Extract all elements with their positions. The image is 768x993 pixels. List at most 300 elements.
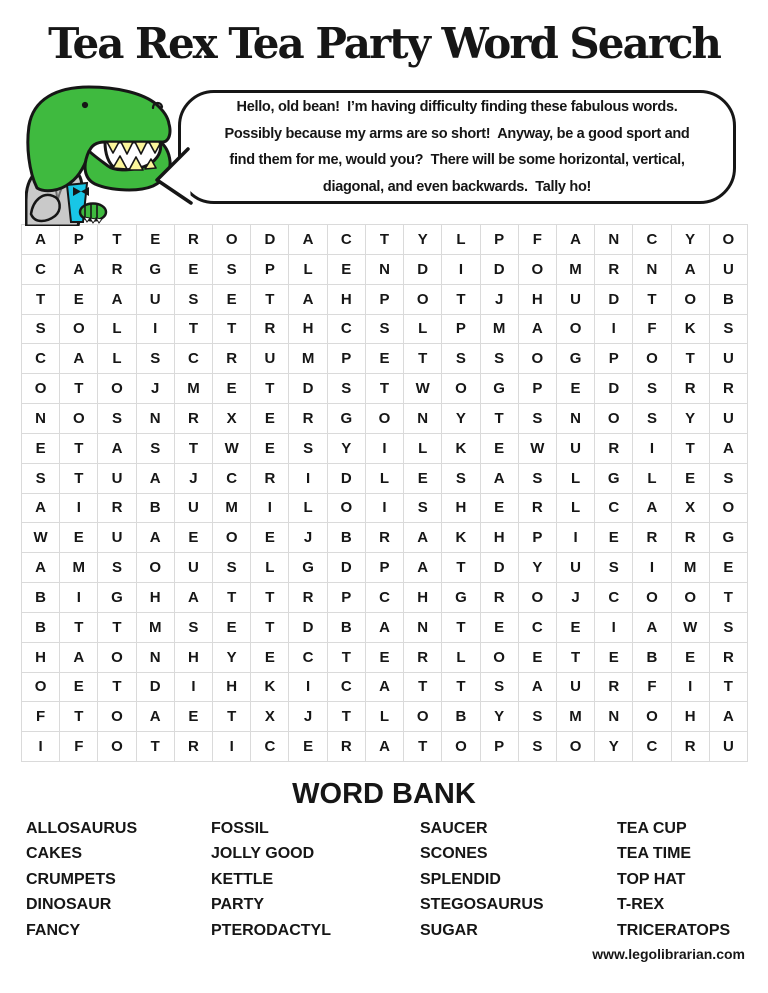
grid-cell: T xyxy=(251,613,289,643)
grid-cell: T xyxy=(98,225,136,255)
grid-cell: C xyxy=(519,613,557,643)
grid-cell: O xyxy=(557,315,595,345)
grid-cell: H xyxy=(175,643,213,673)
grid-cell: T xyxy=(366,374,404,404)
grid-cell: O xyxy=(442,374,480,404)
grid-cell: P xyxy=(366,285,404,315)
grid-cell: S xyxy=(710,613,748,643)
grid-cell: L xyxy=(98,344,136,374)
grid-cell: R xyxy=(213,344,251,374)
grid-cell: T xyxy=(22,285,60,315)
grid-cell: H xyxy=(672,702,710,732)
grid-cell: S xyxy=(328,374,366,404)
speech-bubble xyxy=(178,90,736,204)
grid-cell: S xyxy=(481,673,519,703)
grid-cell: J xyxy=(289,523,327,553)
grid-cell: D xyxy=(404,255,442,285)
grid-cell: G xyxy=(328,404,366,434)
grid-cell: G xyxy=(98,583,136,613)
grid-cell: T xyxy=(442,553,480,583)
grid-cell: W xyxy=(213,434,251,464)
grid-cell: A xyxy=(404,553,442,583)
grid-cell: O xyxy=(595,404,633,434)
grid-cell: D xyxy=(595,374,633,404)
grid-cell: T xyxy=(60,434,98,464)
grid-cell: E xyxy=(481,434,519,464)
grid-cell: U xyxy=(137,285,175,315)
grid-cell: A xyxy=(22,225,60,255)
grid-cell: T xyxy=(60,613,98,643)
grid-cell: M xyxy=(481,315,519,345)
grid-cell: L xyxy=(557,464,595,494)
grid-cell: H xyxy=(481,523,519,553)
grid-cell: R xyxy=(481,583,519,613)
grid-cell: A xyxy=(137,702,175,732)
grid-cell: D xyxy=(289,613,327,643)
grid-cell: I xyxy=(366,494,404,524)
grid-cell: K xyxy=(442,434,480,464)
grid-cell: O xyxy=(519,344,557,374)
grid-cell: I xyxy=(595,315,633,345)
grid-cell: I xyxy=(137,315,175,345)
grid-cell: Y xyxy=(672,404,710,434)
grid-cell: N xyxy=(22,404,60,434)
grid-cell: T xyxy=(328,643,366,673)
grid-cell: I xyxy=(213,732,251,762)
grid-cell: E xyxy=(175,255,213,285)
grid-cell: F xyxy=(60,732,98,762)
grid-cell: F xyxy=(22,702,60,732)
grid-cell: H xyxy=(289,315,327,345)
grid-cell: E xyxy=(557,613,595,643)
grid-cell: A xyxy=(289,285,327,315)
grid-cell: B xyxy=(137,494,175,524)
grid-cell: C xyxy=(22,255,60,285)
grid-cell: S xyxy=(175,613,213,643)
grid-cell: P xyxy=(442,315,480,345)
word-bank-heading: WORD BANK xyxy=(292,778,476,810)
grid-cell: R xyxy=(289,583,327,613)
grid-cell: A xyxy=(22,553,60,583)
grid-cell: D xyxy=(481,553,519,583)
grid-cell: C xyxy=(213,464,251,494)
grid-cell: T xyxy=(710,673,748,703)
grid-cell: H xyxy=(213,673,251,703)
grid-cell: E xyxy=(213,285,251,315)
grid-cell: T xyxy=(328,702,366,732)
grid-cell: U xyxy=(557,673,595,703)
grid-cell: J xyxy=(481,285,519,315)
grid-cell: S xyxy=(213,255,251,285)
grid-cell: G xyxy=(137,255,175,285)
grid-cell: M xyxy=(672,553,710,583)
grid-cell: T xyxy=(442,673,480,703)
grid-cell: A xyxy=(60,255,98,285)
grid-cell: N xyxy=(595,225,633,255)
grid-cell: P xyxy=(595,344,633,374)
word-bank-word: TEA CUP xyxy=(617,820,687,837)
grid-cell: R xyxy=(175,732,213,762)
grid-cell: T xyxy=(98,613,136,643)
grid-cell: T xyxy=(60,464,98,494)
word-bank-word: CAKES xyxy=(26,845,83,863)
grid-cell: O xyxy=(633,702,671,732)
grid-cell: P xyxy=(519,374,557,404)
grid-cell: L xyxy=(366,702,404,732)
grid-cell: I xyxy=(633,553,671,583)
grid-cell: S xyxy=(633,374,671,404)
grid-cell: C xyxy=(328,225,366,255)
website-url: www.legolibrarian.com xyxy=(592,946,745,962)
grid-cell: T xyxy=(557,643,595,673)
grid-cell: A xyxy=(672,255,710,285)
grid-cell: O xyxy=(557,732,595,762)
grid-cell: R xyxy=(251,315,289,345)
grid-cell: J xyxy=(289,702,327,732)
grid-cell: R xyxy=(672,523,710,553)
grid-cell: T xyxy=(175,434,213,464)
grid-cell: S xyxy=(98,553,136,583)
grid-cell: Y xyxy=(481,702,519,732)
grid-cell: I xyxy=(175,673,213,703)
grid-cell: O xyxy=(60,315,98,345)
grid-cell: E xyxy=(213,374,251,404)
grid-cell: S xyxy=(137,344,175,374)
grid-cell: E xyxy=(481,494,519,524)
grid-cell: C xyxy=(633,732,671,762)
grid-cell: N xyxy=(404,613,442,643)
grid-cell: C xyxy=(633,225,671,255)
grid-cell: H xyxy=(404,583,442,613)
grid-cell: L xyxy=(251,553,289,583)
word-bank-word: SUGAR xyxy=(420,921,478,939)
grid-cell: R xyxy=(710,374,748,404)
grid-cell: E xyxy=(595,523,633,553)
grid-cell: R xyxy=(289,404,327,434)
word-bank-word: SCONES xyxy=(420,845,488,863)
grid-cell: O xyxy=(481,643,519,673)
grid-cell: U xyxy=(710,255,748,285)
grid-cell: U xyxy=(710,732,748,762)
grid-cell: K xyxy=(442,523,480,553)
grid-cell: P xyxy=(328,583,366,613)
grid-cell: F xyxy=(519,225,557,255)
grid-cell: T xyxy=(98,673,136,703)
grid-cell: O xyxy=(633,583,671,613)
grid-cell: R xyxy=(251,464,289,494)
grid-cell: A xyxy=(98,285,136,315)
grid-cell: C xyxy=(595,583,633,613)
speech-line: Hello, old bean! I’m having difficulty finding these fabulous words. xyxy=(236,99,678,115)
grid-cell: N xyxy=(137,643,175,673)
grid-cell: E xyxy=(366,643,404,673)
grid-cell: T xyxy=(442,613,480,643)
grid-cell: O xyxy=(98,732,136,762)
grid-cell: O xyxy=(213,225,251,255)
grid-cell: A xyxy=(98,434,136,464)
speech-bubble-tail xyxy=(150,145,196,207)
grid-cell: T xyxy=(137,732,175,762)
grid-cell: A xyxy=(557,225,595,255)
grid-cell: C xyxy=(328,673,366,703)
grid-cell: O xyxy=(710,225,748,255)
grid-cell: M xyxy=(289,344,327,374)
grid-cell: N xyxy=(557,404,595,434)
grid-cell: T xyxy=(251,374,289,404)
grid-cell: A xyxy=(366,673,404,703)
grid-cell: G xyxy=(557,344,595,374)
word-bank-word: KETTLE xyxy=(211,870,274,888)
grid-cell: P xyxy=(481,225,519,255)
grid-cell: S xyxy=(519,732,557,762)
grid-cell: W xyxy=(22,523,60,553)
grid-cell: T xyxy=(213,583,251,613)
grid-cell: S xyxy=(22,315,60,345)
grid-cell: L xyxy=(98,315,136,345)
grid-cell: R xyxy=(175,225,213,255)
grid-cell: B xyxy=(328,613,366,643)
grid-cell: S xyxy=(442,464,480,494)
grid-cell: O xyxy=(60,404,98,434)
grid-cell: B xyxy=(442,702,480,732)
grid-cell: T xyxy=(633,285,671,315)
grid-cell: I xyxy=(60,583,98,613)
grid-cell: S xyxy=(175,285,213,315)
grid-cell: G xyxy=(481,374,519,404)
word-bank-word: DINOSAUR xyxy=(26,896,112,914)
grid-cell: W xyxy=(672,613,710,643)
grid-cell: L xyxy=(366,464,404,494)
grid-cell: J xyxy=(137,374,175,404)
grid-cell: R xyxy=(328,732,366,762)
grid-cell: R xyxy=(595,255,633,285)
grid-cell: C xyxy=(289,643,327,673)
grid-cell: P xyxy=(328,344,366,374)
grid-cell: D xyxy=(481,255,519,285)
word-bank-word: FOSSIL xyxy=(211,820,269,837)
grid-cell: Y xyxy=(672,225,710,255)
grid-cell: L xyxy=(404,434,442,464)
grid-cell: A xyxy=(60,344,98,374)
word-bank-word: PTERODACTYL xyxy=(211,921,331,939)
grid-cell: R xyxy=(633,523,671,553)
grid-cell: I xyxy=(442,255,480,285)
word-search-grid xyxy=(21,224,748,762)
grid-cell: M xyxy=(557,702,595,732)
speech-line: Possibly because my arms are so short! Anyway, be a good sport and xyxy=(224,125,690,142)
grid-cell: A xyxy=(137,523,175,553)
grid-cell: I xyxy=(22,732,60,762)
grid-cell: P xyxy=(366,553,404,583)
grid-cell: S xyxy=(481,344,519,374)
grid-cell: R xyxy=(595,673,633,703)
grid-cell: A xyxy=(137,464,175,494)
grid-cell: H xyxy=(22,643,60,673)
word-bank-word: T-REX xyxy=(617,896,665,914)
grid-cell: B xyxy=(633,643,671,673)
grid-cell: M xyxy=(60,553,98,583)
grid-cell: B xyxy=(22,613,60,643)
grid-cell: O xyxy=(633,344,671,374)
grid-cell: A xyxy=(633,613,671,643)
grid-cell: O xyxy=(98,374,136,404)
grid-cell: E xyxy=(251,643,289,673)
grid-cell: X xyxy=(672,494,710,524)
grid-cell: W xyxy=(519,434,557,464)
grid-cell: Y xyxy=(213,643,251,673)
grid-cell: D xyxy=(289,374,327,404)
grid-cell: A xyxy=(175,583,213,613)
grid-cell: S xyxy=(519,464,557,494)
grid-cell: I xyxy=(289,673,327,703)
grid-cell: I xyxy=(633,434,671,464)
grid-cell: I xyxy=(557,523,595,553)
grid-cell: L xyxy=(442,643,480,673)
grid-cell: I xyxy=(595,613,633,643)
word-bank-word: FANCY xyxy=(26,921,81,939)
grid-cell: M xyxy=(557,255,595,285)
grid-cell: O xyxy=(22,673,60,703)
grid-cell: B xyxy=(22,583,60,613)
grid-cell: B xyxy=(328,523,366,553)
word-bank-columns xyxy=(0,816,768,951)
grid-cell: O xyxy=(366,404,404,434)
grid-cell: R xyxy=(519,494,557,524)
grid-cell: L xyxy=(289,494,327,524)
grid-cell: L xyxy=(289,255,327,285)
grid-cell: C xyxy=(175,344,213,374)
grid-cell: S xyxy=(710,464,748,494)
word-bank-column xyxy=(420,816,544,943)
grid-cell: Y xyxy=(519,553,557,583)
grid-cell: A xyxy=(519,673,557,703)
word-bank-word: TRICERATOPS xyxy=(617,921,731,939)
grid-cell: I xyxy=(366,434,404,464)
grid-cell: Y xyxy=(404,225,442,255)
grid-cell: S xyxy=(519,702,557,732)
grid-cell: M xyxy=(175,374,213,404)
grid-cell: H xyxy=(442,494,480,524)
grid-cell: Y xyxy=(595,732,633,762)
grid-cell: D xyxy=(251,225,289,255)
grid-cell: M xyxy=(213,494,251,524)
grid-cell: P xyxy=(481,732,519,762)
grid-cell: U xyxy=(557,434,595,464)
grid-cell: C xyxy=(366,583,404,613)
grid-cell: S xyxy=(519,404,557,434)
grid-cell: E xyxy=(175,523,213,553)
grid-cell: C xyxy=(595,494,633,524)
grid-cell: T xyxy=(366,225,404,255)
grid-cell: X xyxy=(213,404,251,434)
grid-cell: U xyxy=(710,404,748,434)
grid-cell: O xyxy=(519,583,557,613)
grid-cell: E xyxy=(672,464,710,494)
grid-cell: E xyxy=(366,344,404,374)
grid-cell: H xyxy=(519,285,557,315)
grid-cell: S xyxy=(710,315,748,345)
grid-cell: O xyxy=(442,732,480,762)
speech-line: find them for me, would you? There will be some horizontal, vertical, xyxy=(229,152,685,168)
grid-cell: S xyxy=(595,553,633,583)
grid-cell: N xyxy=(366,255,404,285)
grid-cell: E xyxy=(710,553,748,583)
grid-cell: T xyxy=(60,702,98,732)
grid-cell: R xyxy=(98,494,136,524)
grid-cell: T xyxy=(404,344,442,374)
grid-cell: A xyxy=(60,643,98,673)
grid-cell: U xyxy=(557,553,595,583)
word-bank-word: JOLLY GOOD xyxy=(211,845,315,863)
grid-cell: E xyxy=(289,732,327,762)
grid-cell: L xyxy=(404,315,442,345)
grid-cell: E xyxy=(213,613,251,643)
grid-cell: S xyxy=(442,344,480,374)
grid-cell: O xyxy=(137,553,175,583)
grid-cell: S xyxy=(289,434,327,464)
grid-cell: R xyxy=(710,643,748,673)
grid-cell: Y xyxy=(442,404,480,434)
grid-cell: E xyxy=(251,404,289,434)
grid-cell: L xyxy=(633,464,671,494)
grid-cell: J xyxy=(557,583,595,613)
word-bank-word: ALLOSAURUS xyxy=(26,820,138,837)
grid-cell: R xyxy=(98,255,136,285)
word-bank-word: CRUMPETS xyxy=(26,870,116,888)
grid-cell: A xyxy=(366,613,404,643)
grid-cell: E xyxy=(251,434,289,464)
grid-cell: E xyxy=(595,643,633,673)
grid-cell: T xyxy=(672,344,710,374)
grid-cell: A xyxy=(710,434,748,464)
page-title: Tea Rex Tea Party Word Search xyxy=(48,19,720,68)
grid-cell: X xyxy=(251,702,289,732)
grid-cell: O xyxy=(672,583,710,613)
grid-cell: E xyxy=(251,523,289,553)
grid-cell: M xyxy=(137,613,175,643)
grid-cell: S xyxy=(213,553,251,583)
grid-cell: E xyxy=(481,613,519,643)
grid-cell: R xyxy=(175,404,213,434)
grid-cell: K xyxy=(672,315,710,345)
grid-cell: O xyxy=(328,494,366,524)
grid-cell: N xyxy=(137,404,175,434)
grid-cell: D xyxy=(595,285,633,315)
grid-cell: G xyxy=(442,583,480,613)
grid-cell: A xyxy=(404,523,442,553)
grid-cell: U xyxy=(175,494,213,524)
grid-cell: E xyxy=(328,255,366,285)
grid-cell: O xyxy=(672,285,710,315)
grid-cell: E xyxy=(22,434,60,464)
grid-cell: U xyxy=(710,344,748,374)
word-bank-column xyxy=(617,816,730,943)
grid-cell: E xyxy=(60,673,98,703)
speech-line: diagonal, and even backwards. Tally ho! xyxy=(322,178,592,195)
grid-cell: G xyxy=(289,553,327,583)
grid-cell: R xyxy=(404,643,442,673)
grid-cell: F xyxy=(633,673,671,703)
grid-cell: T xyxy=(404,673,442,703)
grid-cell: U xyxy=(98,464,136,494)
grid-cell: C xyxy=(251,732,289,762)
grid-cell: D xyxy=(328,464,366,494)
grid-cell: A xyxy=(22,494,60,524)
grid-cell: N xyxy=(595,702,633,732)
grid-cell: T xyxy=(213,702,251,732)
grid-cell: W xyxy=(404,374,442,404)
word-bank-word: SPLENDID xyxy=(420,870,501,888)
